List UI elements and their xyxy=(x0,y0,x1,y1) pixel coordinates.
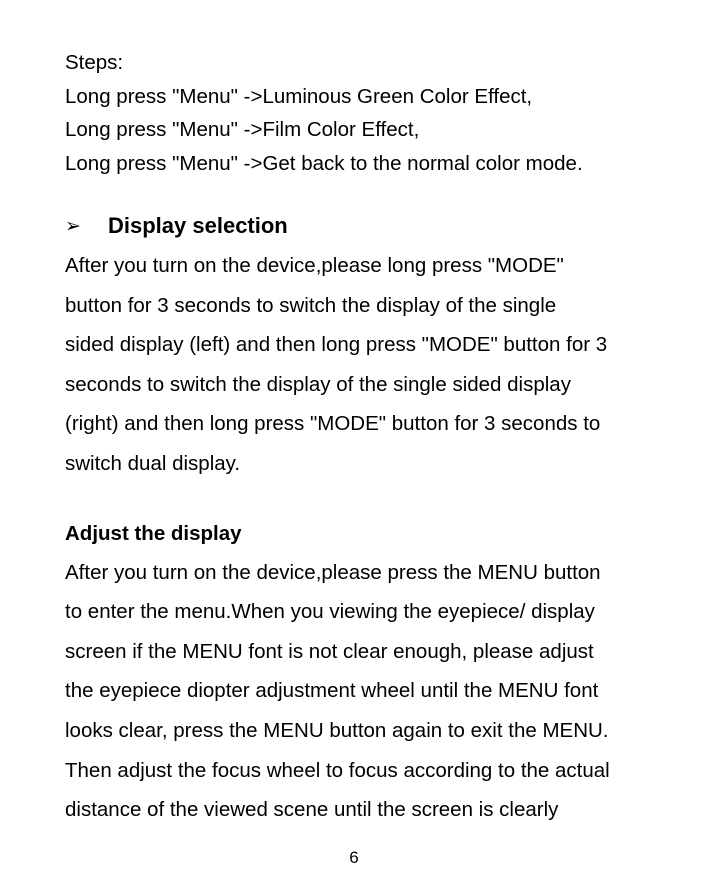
display-selection-title: Display selection xyxy=(108,213,288,238)
paragraph-line: Then adjust the focus wheel to focus according to the actual xyxy=(65,758,610,782)
steps-label: Steps: xyxy=(65,51,124,74)
paragraph-line: sided display (left) and then long press "MODE" button for 3 xyxy=(65,333,608,357)
adjust-display-body xyxy=(65,553,675,830)
paragraph-line: button for 3 seconds to switch the display of the single xyxy=(65,293,557,317)
arrow-bullet-icon: ➢ xyxy=(65,215,81,237)
display-selection-body xyxy=(65,246,675,484)
paragraph-line: screen if the MENU font is not clear enough, please adjust xyxy=(65,639,594,663)
adjust-display-heading: Adjust the display xyxy=(65,521,242,545)
steps-line: Long press "Menu" ->Film Color Effect, xyxy=(65,118,420,141)
steps-line: Long press "Menu" ->Get back to the normal color mode. xyxy=(65,151,583,175)
display-selection-heading xyxy=(65,206,675,246)
paragraph-line: looks clear, press the MENU button again to exit the MENU. xyxy=(65,718,609,742)
paragraph-line: to enter the menu.When you viewing the eyepiece/ display xyxy=(65,600,595,624)
steps-section xyxy=(65,46,675,180)
document-page xyxy=(65,46,675,830)
paragraph-line: the eyepiece diopter adjustment wheel until the MENU font xyxy=(65,679,599,703)
paragraph-line: After you turn on the device,please press the MENU button xyxy=(65,560,601,584)
paragraph-line: After you turn on the device,please long press "MODE" xyxy=(65,254,564,277)
steps-line: Long press "Menu" ->Luminous Green Color Effect, xyxy=(65,84,533,108)
paragraph-line: distance of the viewed scene until the screen is clearly xyxy=(65,798,559,822)
paragraph-line: seconds to switch the display of the single sided display xyxy=(65,372,571,396)
paragraph-line: (right) and then long press "MODE" button for 3 seconds to xyxy=(65,412,601,436)
page-number: 6 xyxy=(349,848,359,867)
paragraph-line: switch dual display. xyxy=(65,451,241,475)
